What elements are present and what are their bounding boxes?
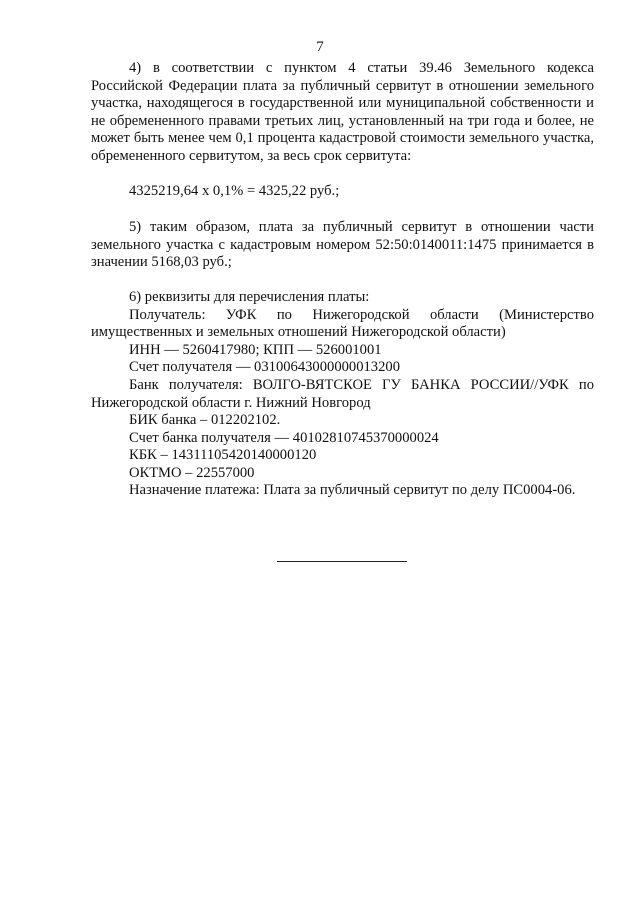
page-number: 7 — [316, 39, 324, 55]
paragraph-6-header: 6) реквизиты для перечисления платы: — [129, 288, 370, 305]
recipient-account-line: Счет получателя — 03100643000000013200 — [129, 359, 400, 376]
end-divider-line — [277, 561, 407, 562]
kbk-line: КБК – 14311105420140000120 — [129, 447, 317, 464]
recipient-bank-details: Банк получателя: ВОЛГО-ВЯТСКОЕ ГУ БАНКА РОССИИ//УФК по Нижегородской области г. Нижний Новгород — [91, 376, 594, 411]
spacer — [91, 272, 594, 289]
bank-account-line: Счет банка получателя — 40102810745370000024 — [129, 429, 439, 446]
calculation-line: 4325219,64 х 0,1% = 4325,22 руб.; — [129, 182, 340, 199]
spacer — [91, 166, 594, 183]
bik-line: БИК банка – 012202102. — [129, 412, 281, 429]
recipient-details: Получатель: УФК по Нижегородской области (Министерство имущественных и земельных отношений Нижегородской области) — [91, 306, 594, 341]
inn-kpp-line: ИНН — 5260417980; КПП — 526001001 — [129, 341, 382, 358]
payment-purpose-line: Назначение платежа: Плата за публичный сервитут по делу ПС0004-06. — [129, 482, 576, 499]
document-body — [91, 60, 594, 500]
paragraph-4-servitude-minimum: 4) в соответствии с пунктом 4 статьи 39.46 Земельного кодекса Российской Федерации плата за публичный сервитут в отношении земельного участка, находящегося в государственной или муниципальной собственности и не обремененного правами третьих лиц, установленный на три года и более, не может быть менее чем 0,1 процента кадастровой стоимости земельного участка, обремененного сервитутом, за весь срок сервитута: — [91, 60, 594, 164]
paragraph-5-fee-result: 5) таким образом, плата за публичный сервитут в отношении части земельного участка с кадастровым номером 52:50:0140011:1475 принимается в значении 5168,03 руб.; — [91, 219, 594, 271]
spacer — [91, 200, 594, 219]
oktmo-line: ОКТМО – 22557000 — [129, 464, 255, 481]
